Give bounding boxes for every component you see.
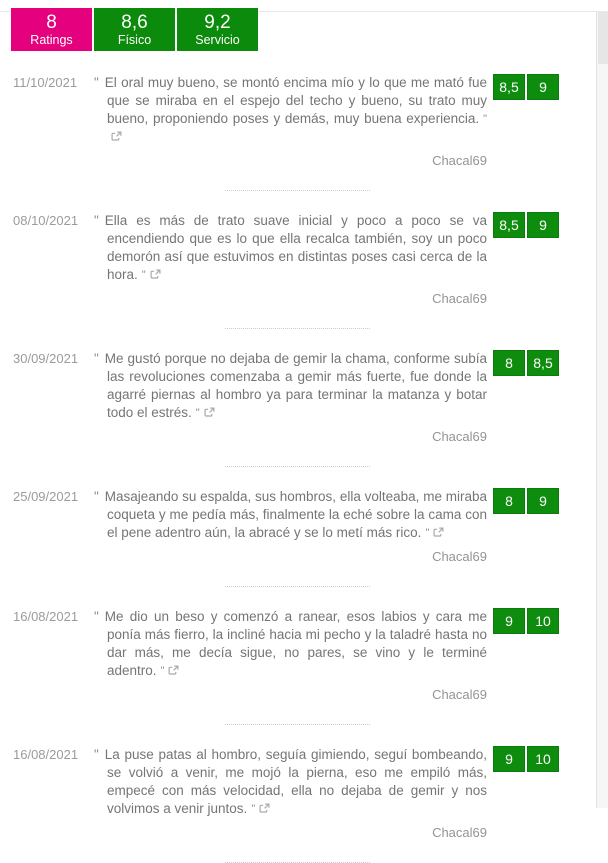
review-quote-body: Me dio un beso y comenzó a ranear, esos labios y cara me ponía más fierro, la incliné hacia mi pecho y la taladré hasta no dar más, me decía sigue, no pares, se vino y le terminé adentro. [104,609,487,678]
score-servicio: 9 [527,74,559,100]
ratings-count-badge [11,8,92,51]
score-fisico: 8 [493,488,525,514]
review-separator [225,724,370,725]
external-link-icon[interactable] [259,801,270,816]
review-author[interactable]: Chacal69 [432,429,487,444]
ratings-count-label: Ratings [30,33,73,47]
external-link-icon[interactable] [433,525,444,540]
review-scores [493,212,559,307]
review-separator [225,328,370,329]
external-link-icon[interactable] [111,129,122,144]
review-item [13,74,559,169]
review-item [13,746,559,841]
review-quote-column [94,488,487,565]
review-quote-column [94,746,487,841]
scrollbar[interactable] [596,12,608,808]
review-quote-body: Masajeando su espalda, sus hombros, ella volteaba, me miraba coqueta y me pedía más, finalmente la eché sobre la cama con el pene adentro aún, la abracé y se lo metí más rico. [104,489,487,540]
review-quote-body: El oral muy bueno, se montó encima mío y lo que me mató fue que se miraba en el espejo del techo y bueno, su trato muy bueno, proponiendo poses y demás, muy buena experiencia. [104,75,487,126]
review-date: 25/09/2021 [13,489,79,504]
review-scores [493,488,559,565]
open-quote: " [94,609,99,624]
open-quote: " [94,747,99,762]
score-fisico: 9 [493,746,525,772]
servicio-average-badge [177,8,258,51]
servicio-average-label: Servicio [195,33,240,47]
summary-badges [11,8,595,51]
review-quote-column [94,212,487,307]
review-text [94,350,487,422]
review-quote-column [94,74,487,169]
review-item [13,350,559,445]
score-servicio: 9 [527,488,559,514]
close-quote: " [251,803,256,815]
open-quote: " [94,213,99,228]
close-quote: " [195,407,200,419]
fisico-average-value: 8,6 [121,12,148,33]
reviews-list [0,74,595,863]
review-text [94,746,487,818]
servicio-average-value: 9,2 [204,12,231,33]
review-scores [493,746,559,841]
open-quote: " [94,75,99,90]
review-date: 16/08/2021 [13,747,79,762]
review-separator [225,586,370,587]
review-scores [493,350,559,445]
scrollbar-thumb[interactable] [598,12,608,64]
score-fisico: 8,5 [493,212,525,238]
review-quote-column [94,350,487,445]
external-link-icon[interactable] [204,405,215,420]
external-link-icon[interactable] [150,267,161,282]
close-quote: " [483,113,487,125]
review-author[interactable]: Chacal69 [432,291,487,306]
review-quote-body: Me gustó porque no dejaba de gemir la chama, conforme subía las revoluciones comenzaba a gemir más fuerte, fue donde la agarré piernas al hombro ya para terminar la matanza y botar todo el estrés. [104,351,487,420]
review-item [13,212,559,307]
review-separator [225,190,370,191]
close-quote: " [160,665,165,677]
review-item [13,608,559,703]
ratings-page [0,8,595,863]
review-quote-column [94,608,487,703]
ratings-count-value: 8 [46,12,57,33]
review-date: 11/10/2021 [13,75,78,90]
review-author[interactable]: Chacal69 [432,687,487,702]
fisico-average-label: Físico [117,33,152,47]
review-author[interactable]: Chacal69 [432,549,487,564]
open-quote: " [94,489,99,504]
review-text [94,608,487,680]
review-quote-body: Ella es más de trato suave inicial y poco a poco se va encendiendo que es lo que ella recalca también, soy un poco demorón así que estuvimos en distintas poses casi cerca de la hora. [104,213,487,282]
close-quote: " [425,527,430,539]
review-date: 30/09/2021 [13,351,79,366]
review-text [94,74,487,146]
review-item [13,488,559,565]
review-date: 16/08/2021 [13,609,79,624]
review-separator [225,466,370,467]
review-scores [493,74,559,169]
score-fisico: 8 [493,350,525,376]
fisico-average-badge [94,8,175,51]
open-quote: " [94,351,99,366]
score-servicio: 9 [527,212,559,238]
score-servicio: 10 [527,608,559,634]
external-link-icon[interactable] [168,663,179,678]
score-servicio: 8,5 [527,350,559,376]
review-text [94,488,487,542]
score-fisico: 9 [493,608,525,634]
review-author[interactable]: Chacal69 [432,825,487,840]
review-quote-body: La puse patas al hombro, seguía gimiendo, seguí bombeando, se volvió a venir, me mojó la pierna, eso me empiló más, empecé con más velocidad, ella no dejaba de gemir y nos volvimos a venir juntos. [104,747,487,816]
close-quote: " [141,269,146,281]
review-date: 08/10/2021 [13,213,79,228]
review-text [94,212,487,284]
review-scores [493,608,559,703]
score-fisico: 8,5 [493,74,525,100]
review-author[interactable]: Chacal69 [432,153,487,168]
score-servicio: 10 [527,746,559,772]
